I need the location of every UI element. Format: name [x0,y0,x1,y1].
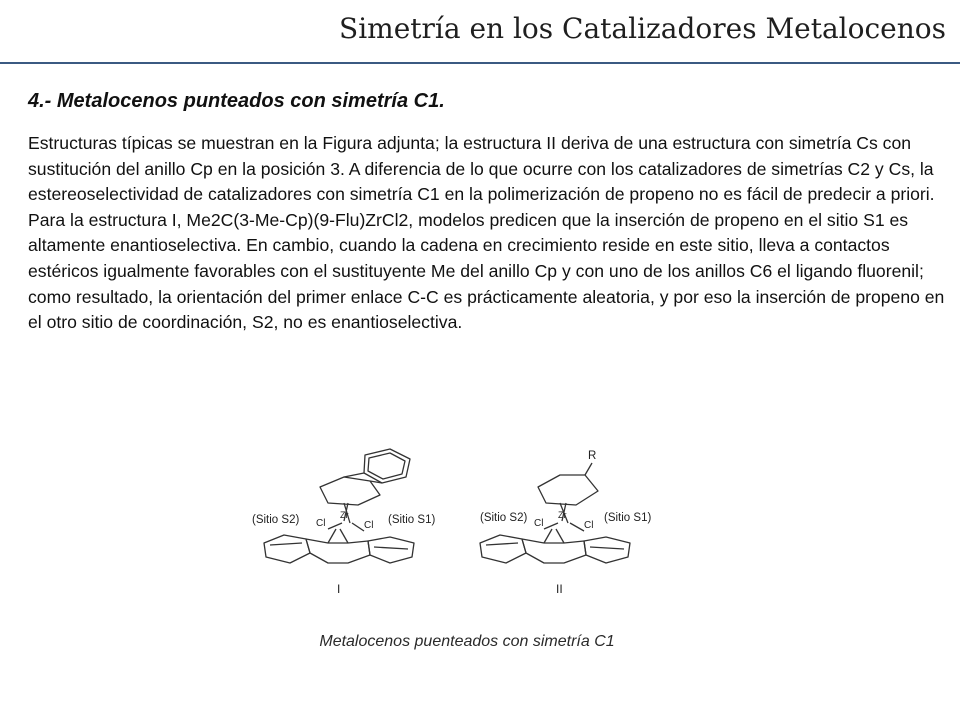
structure-i-cl-left: Cl [316,518,326,529]
structure-ii-label: II [556,582,563,596]
structure-ii-cl-left: Cl [534,518,544,529]
section-heading: 4.- Metalocenos punteados con simetría C1. [28,90,445,112]
structure-ii-metal: Zr [558,510,567,520]
structure-ii-site-s2-label: (Sitio S2) [480,512,528,524]
figure-caption: Metalocenos puenteados con simetría C1 [319,633,615,650]
structure-ii-cl-right: Cl [584,520,594,531]
figure-caption-wrapper [0,633,960,651]
structure-i-metal: Zr [340,510,349,520]
body-paragraph: Estructuras típicas se muestran en la Figura adjunta; la estructura II deriva de una estructura con simetría Cs con sustitución del anillo Cp en la posición 3. A diferencia de lo que ocurre con los catalizadores de simetrías C2 y Cs, la estereoselectividad de catalizadores con simetría C1 en la polimerización de propeno no es fácil de predecir a priori. Para la estructura I, Me2C(3-Me-Cp)(9-Flu)ZrCl2, modelos predicen que la inserción de propeno en el sitio S1 es altamente enantioselectiva. En cambio, cuando la cadena en crecimiento reside en este sitio, lleva a contactos estéricos igualmente favorables con el sustituyente Me del anillo Cp y con uno de los anillos C6 el ligando fluorenil; como resultado, la orientación del primer enlace C-C es prácticamente aleatoria, y por eso la inserción de propeno en el otro sitio de coordinación, S2, no es enantioselectiva. [28,133,945,333]
structure-i-site-s2-label: (Sitio S2) [252,514,300,526]
slide-title: Simetría en los Catalizadores Metalocenos [339,12,946,45]
structure-i-label: I [337,582,341,596]
structure-i-cl-right: Cl [364,520,374,531]
structure-ii-site-s1-label: (Sitio S1) [604,512,652,524]
structure-ii-substituent-r: R [588,450,597,462]
metallocene-structures-figure [240,445,670,610]
structure-i-drawing [264,449,414,563]
structure-i-site-s1-label: (Sitio S1) [388,514,436,526]
title-divider [0,62,960,64]
